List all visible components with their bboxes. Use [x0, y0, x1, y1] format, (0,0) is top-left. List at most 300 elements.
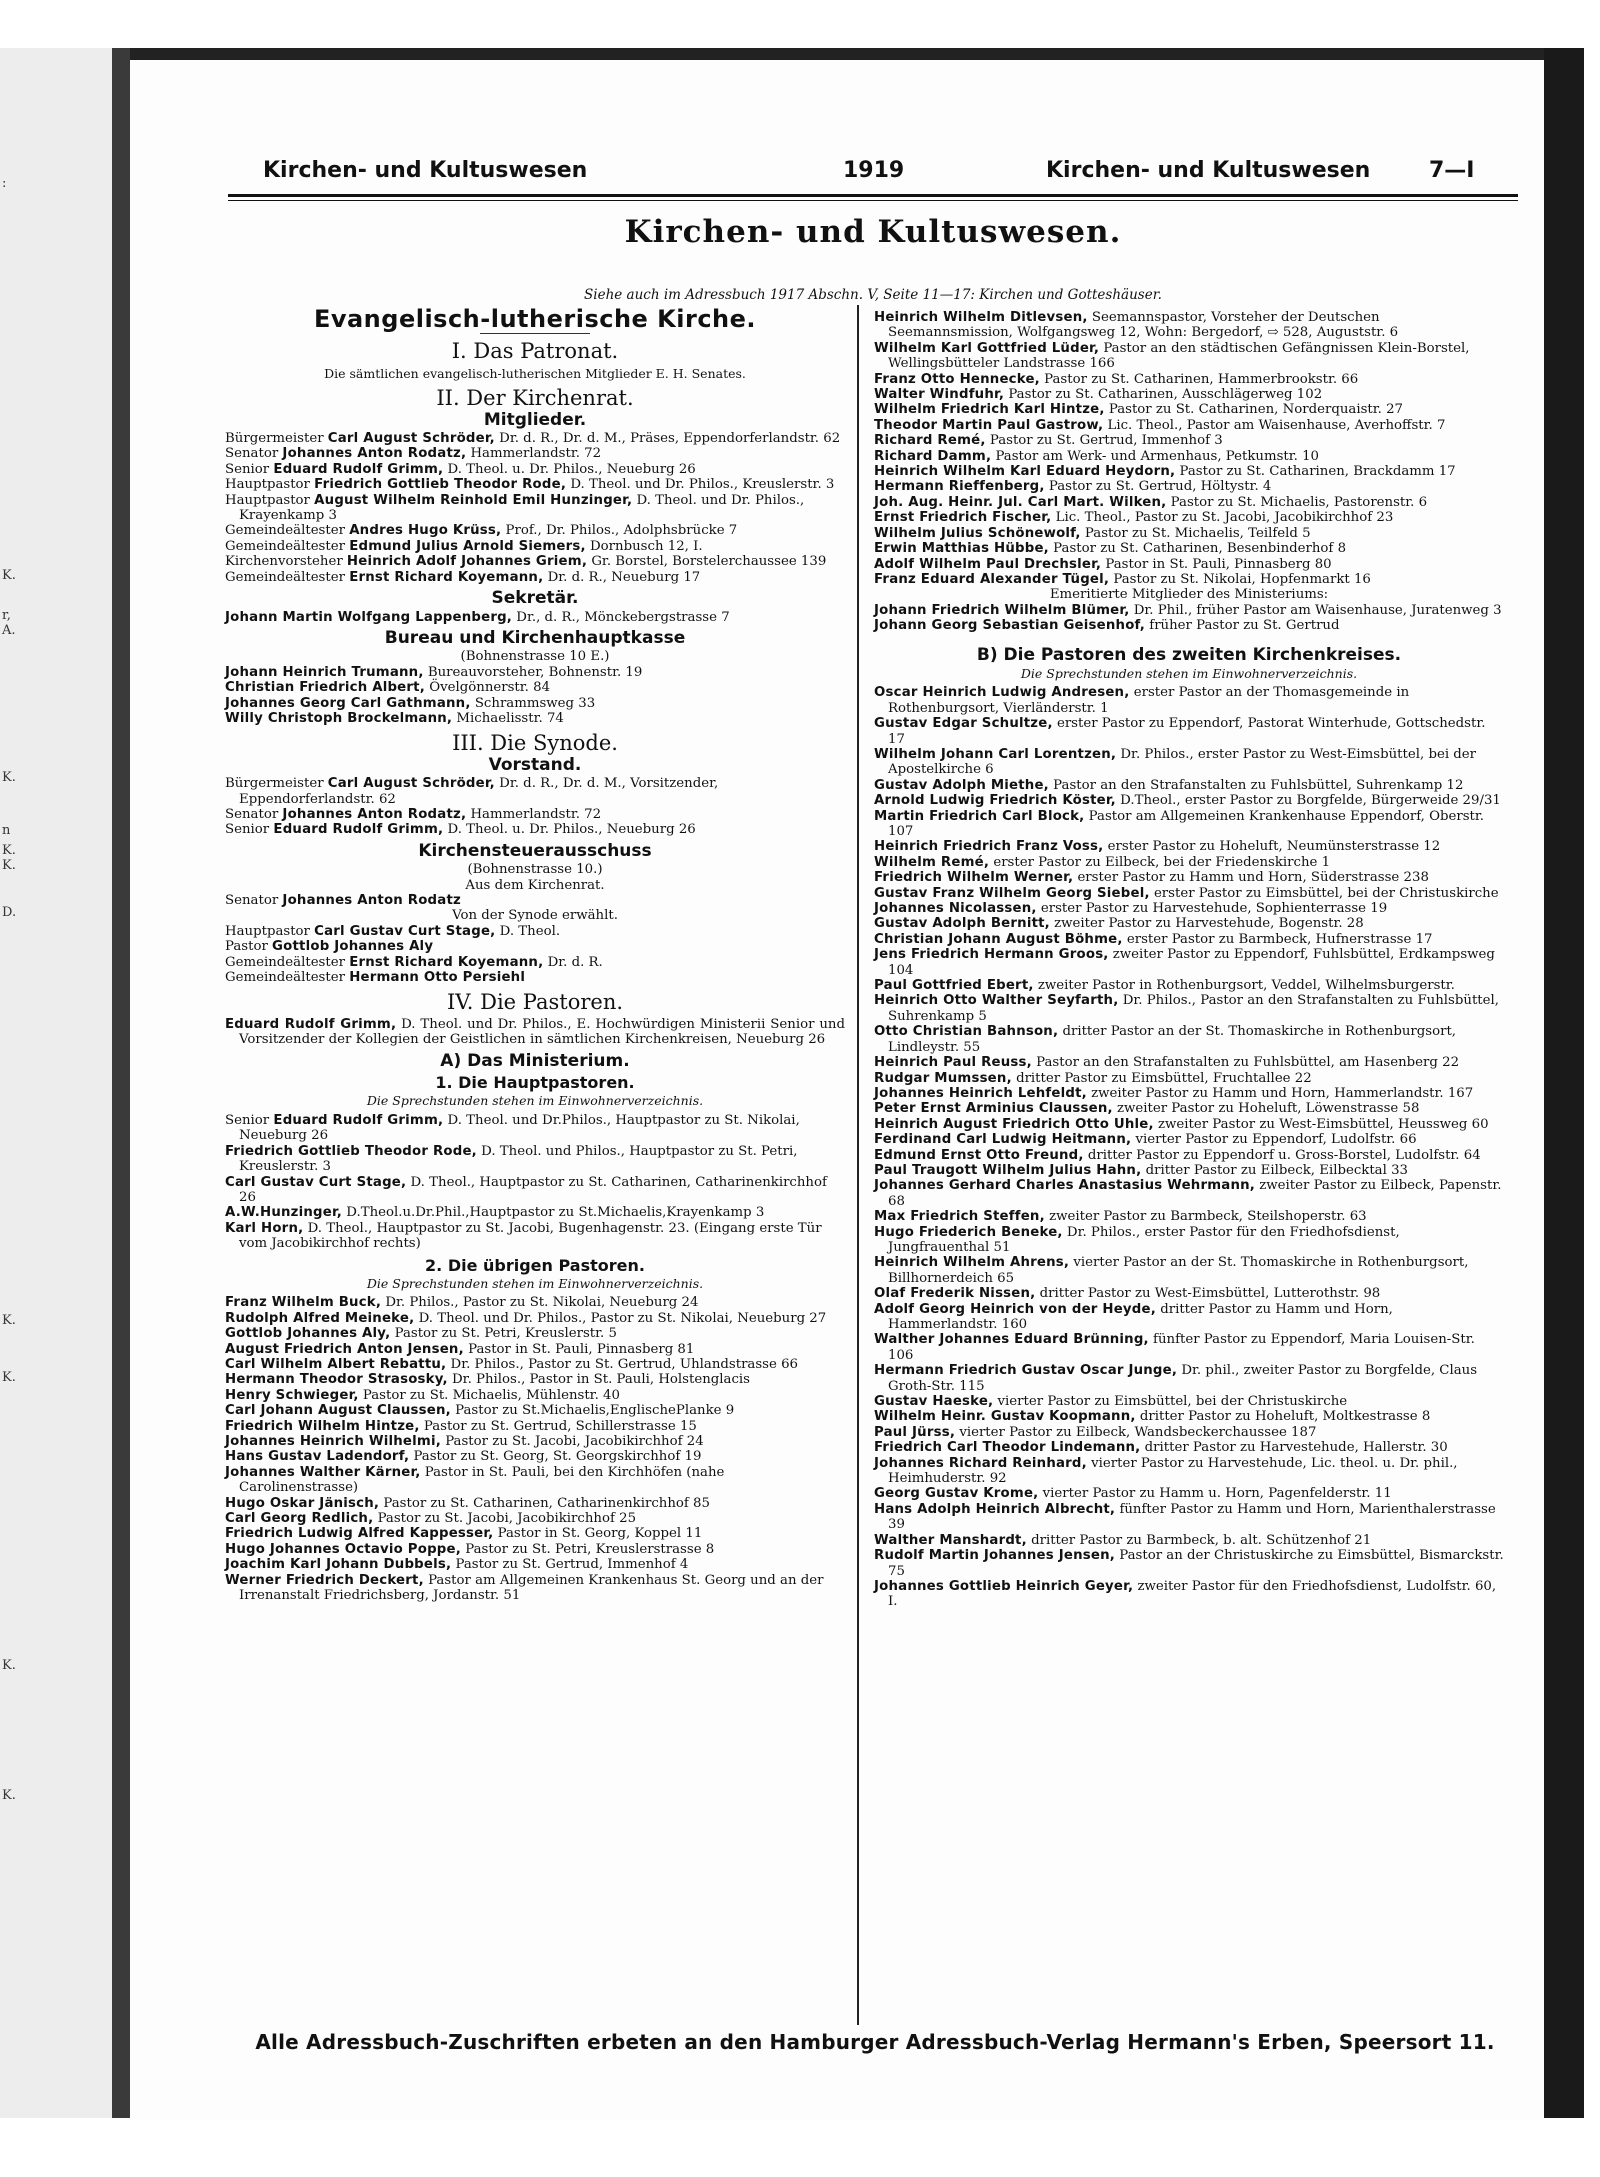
entry: [225, 1496, 845, 1511]
entry: [874, 870, 1504, 885]
entry-name: Max Friedrich Steffen,: [874, 1209, 1045, 1225]
entry-name: Hermann Theodor Strasosky,: [225, 1372, 448, 1388]
entry-name: Heinrich Paul Reuss,: [874, 1055, 1032, 1071]
entry-details: D. Theol. und Dr. Philos., Kreuslerstr. 3: [570, 477, 835, 493]
entry-name: Eduard Rudolf Grimm,: [273, 1112, 444, 1128]
entry-name: Wilhelm Johann Carl Lorentzen,: [874, 746, 1117, 762]
entry: [225, 1017, 845, 1048]
entry-name: Hugo Johannes Octavio Poppe,: [225, 1541, 461, 1557]
margin-fragment: K.: [2, 1788, 16, 1803]
entry-name: Heinrich Adolf Johannes Griem,: [346, 554, 588, 570]
entry-details: vierter Pastor zu Eppendorf, Ludolfstr. 66: [1135, 1132, 1417, 1148]
margin-fragment: A.: [2, 623, 16, 638]
entry-name: Jens Friedrich Hermann Groos,: [874, 947, 1109, 963]
entry-name: Paul Gottfried Ebert,: [874, 978, 1034, 994]
entry-details: D. Theol. u. Dr. Philos., Neueburg 26: [447, 461, 696, 477]
entry-name: Heinrich August Friedrich Otto Uhle,: [874, 1116, 1154, 1132]
entry-details: Hammerlandstr. 72: [470, 446, 602, 462]
margin-fragment: r,: [2, 608, 11, 623]
entry-details: Pastor zu St. Catharinen, Besenbinderhof 8: [1053, 541, 1347, 557]
entry-name: Edmund Julius Arnold Siemers,: [349, 538, 586, 554]
entry-name: A.W.Hunzinger,: [225, 1205, 343, 1221]
entry: [874, 916, 1504, 931]
entry-name: Paul Jürss,: [874, 1424, 956, 1440]
entry-name: Gustav Edgar Schultze,: [874, 716, 1053, 732]
entry: [874, 618, 1504, 633]
subsection-heading: B) Die Pastoren des zweiten Kirchenkreises.: [976, 644, 1402, 665]
entry: [874, 372, 1504, 387]
entry-name: Wilhelm Karl Gottfried Lüder,: [874, 340, 1100, 356]
entry: [874, 1101, 1504, 1116]
entry: [874, 993, 1504, 1024]
entry-name: Franz Eduard Alexander Tügel,: [874, 571, 1110, 587]
entry-details: zweiter Pastor zu West-Eimsbüttel, Heussweg 60: [1158, 1116, 1489, 1132]
entry-name: Henry Schwieger,: [225, 1387, 359, 1403]
entry-details: erster Pastor zu Hamm und Horn, Süderstrasse 238: [1077, 870, 1429, 886]
entry-details: Pastor an den Strafanstalten zu Fuhlsbüttel, Suhrenkamp 12: [1053, 777, 1464, 793]
header-rule-thin: [228, 200, 1518, 201]
entry: [225, 924, 845, 939]
entry-name: Gustav Haeske,: [874, 1394, 994, 1410]
entry-details: zweiter Pastor zu Hamm und Horn, Hammerlandstr. 167: [1091, 1085, 1474, 1101]
entry: [874, 387, 1504, 402]
entry: [874, 433, 1504, 448]
entry-details: Dr. d. R.: [547, 954, 603, 970]
entry-details: dritter Pastor an der St. Thomaskirche in Rothenburgsort, Lindleystr. 55: [888, 1024, 1457, 1055]
entry-name: Johann Friedrich Wilhelm Blümer,: [874, 602, 1130, 618]
entry: [225, 1449, 845, 1464]
entry: [874, 557, 1504, 572]
entry-name: Johannes Gerhard Charles Anastasius Wehrmann,: [874, 1178, 1256, 1194]
header-year: 1919: [843, 158, 905, 183]
entry-name: Oscar Heinrich Ludwig Andresen,: [874, 685, 1130, 701]
entry: [225, 1295, 845, 1310]
entry-details: zweiter Pastor für den Friedhofsdienst, Ludolfstr. 60, I.: [888, 1578, 1497, 1610]
entry-name: Johannes Anton Rodatz: [282, 893, 461, 908]
entry-name: Hugo Friederich Beneke,: [874, 1224, 1063, 1240]
page-right-edge: [1544, 48, 1584, 2118]
entry-name: Hermann Rieffenberg,: [874, 479, 1045, 495]
entry-details: erster Pastor zu Eilbeck, bei der Friedenskirche 1: [993, 854, 1331, 870]
entry-title: Gemeindeältester: [225, 538, 345, 554]
entry-details: Seemannspastor, Vorsteher der Deutschen Seemannsmission, Wolfgangsweg 12, Wohn: Bergedorf, ⇨ 528, Auguststr. 6: [888, 310, 1399, 341]
entry-details: Pastor zu St. Nikolai, Hopfenmarkt 16: [1113, 571, 1371, 587]
entry-details: zweiter Pastor zu Eppendorf, Fuhlsbüttel, Erdkampsweg 104: [888, 947, 1495, 978]
book-gutter: [112, 48, 130, 2118]
entry-title: Hauptpastor: [225, 923, 310, 939]
entry: [225, 1465, 845, 1496]
entry-details: Pastor zu St. Michaelis, Mühlenstr. 40: [362, 1387, 620, 1403]
entry-name: Heinrich Otto Walther Seyfarth,: [874, 993, 1119, 1009]
entry-name: Carl Wilhelm Albert Rebattu,: [225, 1356, 447, 1372]
entry-name: Johann Heinrich Trumann,: [225, 664, 424, 680]
entry-name: Ferdinand Carl Ludwig Heitmann,: [874, 1132, 1132, 1148]
entry-details: Pastor am Allgemeinen Krankenhaus St. Georg und an der Irrenanstalt Friedrichsberg, Jordanstr. 51: [239, 1572, 824, 1604]
entry-details: D. Theol. und Dr.Philos., Hauptpastor zu St. Nikolai, Neueburg 26: [239, 1112, 800, 1144]
entry-details: Pastor zu St. Gertrud, Schillerstrasse 15: [423, 1418, 697, 1434]
subsection-heading: 2. Die übrigen Pastoren.: [425, 1255, 645, 1275]
entry-details: vierter Pastor zu Eilbeck, Wandsbeckerchaussee 187: [959, 1424, 1317, 1440]
entry-details: Dr. Philos., Pastor an den Strafanstalten zu Fuhlsbüttel, Suhrenkamp 5: [888, 993, 1499, 1024]
subsection-heading: A) Das Ministerium.: [440, 1050, 630, 1071]
entry-name: Johannes Gottlieb Heinrich Geyer,: [874, 1578, 1134, 1594]
entry-name: Gottlob Johannes Aly: [272, 939, 434, 955]
entry-name: Johannes Heinrich Lehfeldt,: [874, 1085, 1087, 1101]
entry-details: Lic. Theol., Pastor am Waisenhause, Averhoffstr. 7: [1107, 417, 1446, 433]
header-rule: [228, 194, 1518, 197]
entry-name: Ernst Richard Koyemann,: [349, 569, 544, 585]
entry: [874, 1055, 1504, 1070]
entry-name: Friedrich Gottlieb Theodor Rode,: [314, 477, 567, 493]
entry-details: Dr. d. R., Dr. d. M., Vorsitzender, Eppendorferlandstr. 62: [239, 776, 719, 807]
entry: [874, 978, 1504, 993]
entry: [225, 1221, 845, 1252]
entry: [874, 603, 1504, 618]
group-label: Aus dem Kirchenrat.: [465, 877, 605, 893]
entry: [225, 1419, 845, 1434]
entry-name: Karl Horn,: [225, 1220, 304, 1236]
entry-details: dritter Pastor zu Barmbeck, b. alt. Schützenhof 21: [1031, 1532, 1372, 1548]
entry-name: Carl August Schröder,: [327, 776, 495, 792]
entry-details: Pastor an den Strafanstalten zu Fuhlsbüttel, am Hasenberg 22: [1036, 1055, 1460, 1071]
entry-details: erster Pastor zu Harvestehude, Sophienterrasse 19: [1040, 901, 1388, 917]
entry-details: zweiter Pastor in Rothenburgsort, Veddel, Wilhelmsburgerstr.: [1037, 978, 1455, 994]
entry: [874, 1286, 1504, 1301]
section-heading: I. Das Patronat.: [451, 339, 619, 364]
entry-details: D.Theol.u.Dr.Phil.,Hauptpastor zu St.Michaelis,Krayenkamp 3: [346, 1205, 765, 1221]
entry-details: Pastor in St. Pauli, Pinnasberg 80: [1105, 556, 1332, 572]
entry-details: Pastor zu St. Georg, St. Georgskirchhof 19: [413, 1449, 702, 1465]
entry: [225, 1342, 845, 1357]
entry-name: Johannes Georg Carl Gathmann,: [225, 695, 471, 711]
margin-fragment: K.: [2, 1370, 16, 1385]
entry-details: dritter Pastor zu Eimsbüttel, Fruchtallee 22: [1016, 1070, 1312, 1086]
entry: [225, 665, 845, 680]
entry-details: Dr. d. R., Dr. d. M., Präses, Eppendorferlandstr. 62: [499, 431, 841, 447]
entry-name: Friedrich Wilhelm Hintze,: [225, 1418, 420, 1434]
subsection-address: (Bohnenstrasse 10.): [467, 862, 603, 878]
entry-details: Pastor zu St. Michaelis, Pastorenstr. 6: [1170, 494, 1428, 510]
entry-name: Walter Windfuhr,: [874, 387, 1005, 403]
entry-details: vierter Pastor zu Harvestehude, Lic. theol. u. Dr. phil., Heimhuderstr. 92: [888, 1455, 1458, 1487]
entry-title: Gemeindeältester: [225, 569, 345, 585]
entry-name: Arnold Ludwig Friedrich Köster,: [874, 793, 1116, 809]
entry-name: Richard Remé,: [874, 433, 986, 449]
margin-fragment: D.: [2, 905, 17, 920]
entry-details: vierter Pastor an der St. Thomaskirche in Rothenburgsort, Billhornerdeich 65: [888, 1255, 1469, 1286]
entry: [874, 495, 1504, 510]
entry: [874, 402, 1504, 417]
entry: [874, 1148, 1504, 1163]
entry-details: erster Pastor zu Eimsbüttel, bei der Christuskirche: [1153, 885, 1499, 901]
entry: [874, 1502, 1504, 1533]
entry-details: zweiter Pastor zu Eilbeck, Papenstr. 68: [888, 1178, 1502, 1209]
entry-details: Pastor in St. Pauli, Pinnasberg 81: [468, 1341, 695, 1357]
entry: [874, 1486, 1504, 1501]
entry: [874, 449, 1504, 464]
entry: [874, 1440, 1504, 1455]
entry: [225, 680, 845, 695]
see-also-note: Siehe auch im Adressbuch 1917 Abschn. V, Seite 11—17: Kirchen und Gotteshäuser.: [584, 287, 1162, 303]
margin-fragment: K.: [2, 843, 16, 858]
section-heading: III. Die Synode.: [452, 731, 618, 756]
section-text: Die sämtlichen evangelisch-lutherischen Mitglieder E. H. Senates.: [324, 365, 746, 381]
entry-details: D. Theol., Hauptpastor zu St. Catharinen, Catharinenkirchhof 26: [239, 1174, 827, 1205]
entry: [874, 341, 1504, 372]
entry: [225, 1403, 845, 1418]
entry: [225, 1311, 845, 1326]
entry-name: Rudgar Mumssen,: [874, 1070, 1012, 1086]
entry-details: Pastor zu St. Gertrud, Immenhof 3: [989, 433, 1223, 449]
entry-name: Carl Johann August Claussen,: [225, 1403, 451, 1419]
entry-name: Ernst Richard Koyemann,: [349, 954, 544, 970]
entry-details: Pastor zu St. Petri, Kreuslerstr. 5: [394, 1326, 617, 1342]
entry-name: Georg Gustav Krome,: [874, 1486, 1039, 1502]
entry-name: Heinrich Friedrich Franz Voss,: [874, 839, 1104, 855]
entry-name: Peter Ernst Arminius Claussen,: [874, 1101, 1113, 1117]
entry: [874, 1132, 1504, 1147]
entry-details: Övelgönnerstr. 84: [429, 680, 551, 696]
entry: [874, 526, 1504, 541]
entry-name: Gottlob Johannes Aly,: [225, 1326, 391, 1342]
subsection-heading: Mitglieder.: [483, 409, 587, 430]
entry: [225, 1357, 845, 1372]
entry-details: Lic. Theol., Pastor zu St. Jacobi, Jacobikirchhof 23: [1055, 510, 1394, 526]
entry-name: Franz Wilhelm Buck,: [225, 1295, 382, 1311]
entry-title: Senior: [225, 461, 270, 477]
entry-details: D. Theol.: [499, 923, 561, 939]
entry: [225, 554, 845, 569]
entry-name: Hermann Friedrich Gustav Oscar Junge,: [874, 1363, 1178, 1379]
entry-details: Dornbusch 12, I.: [590, 538, 703, 554]
entry-details: Michaelisstr. 74: [456, 710, 564, 726]
entry-name: Christian Johann August Böhme,: [874, 931, 1123, 947]
entry-details: zweiter Pastor zu Harvestehude, Bogenstr. 28: [1054, 916, 1364, 932]
entry: [874, 855, 1504, 870]
entry-name: Carl Georg Redlich,: [225, 1511, 374, 1527]
entry-name: Carl August Schröder,: [327, 431, 495, 447]
entry-title: Pastor: [225, 939, 268, 955]
entry: [225, 1542, 845, 1557]
entry: [874, 932, 1504, 947]
entry-details: Dr. Philos., erster Pastor zu West-Eimsbüttel, bei der Apostelkirche 6: [888, 746, 1477, 778]
entry: [225, 493, 845, 524]
entry: [874, 1178, 1504, 1209]
entry-name: Johannes Anton Rodatz,: [282, 446, 467, 462]
page-title: Kirchen- und Kultuswesen.: [624, 214, 1122, 250]
entry: [874, 886, 1504, 901]
entry-name: Joachim Karl Johann Dubbels,: [225, 1557, 452, 1573]
entry-name: Olaf Frederik Nissen,: [874, 1286, 1036, 1302]
entry-name: Johannes Richard Reinhard,: [874, 1455, 1087, 1471]
entry: [225, 822, 845, 837]
entry-details: vierter Pastor zu Eimsbüttel, bei der Christuskirche: [997, 1394, 1348, 1410]
entry: [225, 955, 845, 970]
entry-details: Gr. Borstel, Borstelerchaussee 139: [591, 554, 827, 570]
entry-name: Johannes Anton Rodatz,: [282, 806, 467, 822]
entry: [225, 1526, 845, 1541]
entry: [874, 809, 1504, 840]
subsection-heading: Sekretär.: [491, 588, 579, 609]
entry-name: Adolf Georg Heinrich von der Heyde,: [874, 1301, 1156, 1317]
entry-details: Pastor an den städtischen Gefängnissen Klein-Borstel, Wellingsbütteler Landstrasse 166: [888, 340, 1470, 372]
entry: [225, 939, 845, 954]
entry-details: Prof., Dr. Philos., Adolphsbrücke 7: [505, 523, 738, 539]
entry-title: Senior: [225, 822, 270, 838]
entry: [874, 1086, 1504, 1101]
entry-details: Dr. phil., zweiter Pastor zu Borgfelde, Claus Groth-Str. 115: [888, 1363, 1478, 1394]
entry-name: Johannes Walther Kärner,: [225, 1464, 421, 1480]
entry: [874, 572, 1504, 587]
entry-title: Gemeindeältester: [225, 954, 345, 970]
entry-name: Heinrich Wilhelm Karl Eduard Heydorn,: [874, 464, 1176, 480]
entry: [874, 1363, 1504, 1394]
entry-details: dritter Pastor zu Harvestehude, Hallerstr. 30: [1144, 1440, 1448, 1456]
entry: [874, 1163, 1504, 1178]
hours-note: Die Sprechstunden stehen im Einwohnerverzeichnis.: [366, 1275, 704, 1291]
entry-name: Martin Friedrich Carl Block,: [874, 808, 1085, 824]
entry: [225, 696, 845, 711]
margin-fragment: K.: [2, 770, 16, 785]
entry: [874, 1302, 1504, 1333]
entry: [225, 462, 845, 477]
entry-name: Franz Otto Hennecke,: [874, 371, 1040, 387]
entry-name: Paul Traugott Wilhelm Julius Hahn,: [874, 1162, 1142, 1178]
entry-name: Eduard Rudolf Grimm,: [225, 1016, 397, 1032]
group-label: Emeritierte Mitglieder des Ministeriums:: [1049, 587, 1329, 603]
entry: [225, 539, 845, 554]
entry-title: Hauptpastor: [225, 492, 310, 508]
entry: [874, 541, 1504, 556]
entry-name: Werner Friedrich Deckert,: [225, 1572, 424, 1588]
entry-details: Dr. Phil., früher Pastor am Waisenhause, Juratenweg 3: [1133, 602, 1502, 618]
subsection-heading: Kirchensteuerausschuss: [418, 840, 652, 861]
entry-name: Eduard Rudolf Grimm,: [273, 822, 444, 838]
entry: [874, 1394, 1504, 1409]
entry: [225, 1434, 845, 1449]
entry: [874, 310, 1504, 341]
entry-details: Pastor in St. Georg, Koppel 11: [497, 1526, 703, 1542]
entry: [225, 970, 845, 985]
entry: [874, 716, 1504, 747]
entry-name: Friedrich Ludwig Alfred Kappesser,: [225, 1526, 494, 1542]
header-left: Kirchen- und Kultuswesen: [263, 158, 588, 183]
entry-details: Dr. Philos., Pastor zu St. Gertrud, Uhlandstrasse 66: [450, 1356, 799, 1372]
entry: [225, 776, 845, 807]
entry-title: Bürgermeister: [225, 776, 324, 792]
entry-details: Pastor zu St. Catharinen, Hammerbrookstr. 66: [1044, 371, 1359, 387]
entry-name: Ernst Friedrich Fischer,: [874, 510, 1052, 526]
entry-name: Friedrich Carl Theodor Lindemann,: [874, 1440, 1141, 1456]
entry: [225, 431, 845, 446]
entry-details: Pastor in St. Pauli, bei den Kirchhöfen (nahe Carolinenstrasse): [239, 1464, 725, 1496]
entry: [225, 711, 845, 726]
entry-details: früher Pastor zu St. Gertrud: [1149, 618, 1340, 634]
entry-name: Wilhelm Friedrich Karl Hintze,: [874, 402, 1105, 418]
entry: [225, 1326, 845, 1341]
entry: [874, 510, 1504, 525]
entry: [225, 1144, 845, 1175]
entry: [225, 1511, 845, 1526]
entry-details: D. Theol. u. Dr. Philos., Neueburg 26: [447, 822, 696, 838]
entry-details: Dr. d. R., Neueburg 17: [547, 569, 701, 585]
entry-details: Bureauvorsteher, Bohnenstr. 19: [427, 664, 643, 680]
church-heading: Evangelisch-lutherische Kirche.: [313, 305, 757, 333]
entry-details: dritter Pastor zu Eilbeck, Eilbecktal 33: [1145, 1162, 1408, 1178]
entry-details: dritter Pastor zu Hamm und Horn, Hammerlandstr. 160: [888, 1301, 1393, 1332]
group-label: Von der Synode erwählt.: [452, 908, 618, 924]
entry-name: Theodor Martin Paul Gastrow,: [874, 417, 1104, 433]
entry: [874, 1225, 1504, 1256]
entry-name: Hermann Otto Persiehl: [349, 970, 526, 986]
entry-name: Edmund Ernst Otto Freund,: [874, 1147, 1084, 1163]
entry-name: Wilhelm Remé,: [874, 854, 990, 870]
entry-name: Johann Georg Sebastian Geisenhof,: [874, 618, 1146, 634]
hours-note: Die Sprechstunden stehen im Einwohnerverzeichnis.: [366, 1093, 704, 1109]
entry-name: Rudolf Martin Johannes Jensen,: [874, 1548, 1116, 1564]
entry: [874, 479, 1504, 494]
entry-name: Hans Adolph Heinrich Albrecht,: [874, 1501, 1116, 1517]
entry: [225, 1388, 845, 1403]
section-heading: IV. Die Pastoren.: [446, 990, 624, 1015]
section-heading: II. Der Kirchenrat.: [436, 386, 634, 411]
entry-name: Wilhelm Heinr. Gustav Koopmann,: [874, 1409, 1136, 1425]
entry-details: Pastor zu St. Jacobi, Jacobikirchhof 24: [445, 1434, 704, 1449]
entry: [874, 1456, 1504, 1487]
entry-details: vierter Pastor zu Hamm u. Horn, Pagenfelderstr. 11: [1042, 1486, 1392, 1502]
entry-name: Hugo Oskar Jänisch,: [225, 1495, 380, 1511]
entry: [874, 1255, 1504, 1286]
entry: [874, 793, 1504, 808]
entry-details: Hammerlandstr. 72: [470, 806, 602, 822]
entry-details: erster Pastor zu Hoheluft, Neumünsterstrasse 12: [1107, 839, 1441, 855]
entry-details: Pastor zu St. Catharinen, Norderquaistr. 27: [1108, 402, 1404, 418]
entry-title: Senator: [225, 446, 279, 462]
publisher-footer: Alle Adressbuch-Zuschriften erbeten an den Hamburger Adressbuch-Verlag Hermann's Erben, Speersort 11.: [255, 2030, 1495, 2054]
entry: [874, 1579, 1504, 1610]
entry-details: Pastor am Werk- und Armenhaus, Petkumstr. 10: [995, 448, 1320, 464]
entry-name: Carl Gustav Curt Stage,: [314, 923, 496, 939]
entry: [225, 1573, 845, 1604]
entry-details: Pastor zu St. Gertrud, Immenhof 4: [455, 1557, 689, 1573]
entry-details: Pastor zu St. Catharinen, Catharinenkirchhof 85: [383, 1495, 710, 1511]
margin-fragment: K.: [2, 1658, 16, 1673]
margin-fragment: K.: [2, 568, 16, 583]
entry: [874, 747, 1504, 778]
entry-title: Kirchenvorsteher: [225, 554, 343, 570]
entry: [225, 1175, 845, 1206]
entry-details: zweiter Pastor zu Barmbeck, Steilshoperstr. 63: [1049, 1209, 1367, 1225]
right-column: [874, 310, 1504, 1610]
hours-note: Die Sprechstunden stehen im Einwohnerverzeichnis.: [1020, 665, 1358, 681]
left-column: [225, 305, 845, 1604]
entry-name: Wilhelm Julius Schönewolf,: [874, 525, 1081, 541]
subsection-address: (Bohnenstrasse 10 E.): [460, 649, 610, 665]
entry: [874, 1071, 1504, 1086]
entry-title: Gemeindeältester: [225, 970, 345, 986]
entry-details: dritter Pastor zu Eppendorf u. Gross-Borstel, Ludolfstr. 64: [1087, 1147, 1481, 1163]
entry-details: Dr. Philos., Pastor zu St. Nikolai, Neueburg 24: [385, 1295, 699, 1311]
entry-details: erster Pastor zu Barmbeck, Hufnerstrasse 17: [1126, 931, 1433, 947]
entry-name: Johannes Heinrich Wilhelmi,: [225, 1434, 441, 1449]
entry-name: Erwin Matthias Hübbe,: [874, 541, 1049, 557]
entry-name: Gustav Franz Wilhelm Georg Siebel,: [874, 885, 1150, 901]
entry: [225, 610, 845, 625]
entry-name: August Wilhelm Reinhold Emil Hunzinger,: [314, 492, 633, 508]
entry-details: Pastor zu St.Michaelis,EnglischePlanke 9: [455, 1403, 735, 1419]
entry-title: Bürgermeister: [225, 431, 324, 447]
entry-details: fünfter Pastor zu Hamm und Horn, Marienthalerstrasse 39: [888, 1501, 1496, 1533]
